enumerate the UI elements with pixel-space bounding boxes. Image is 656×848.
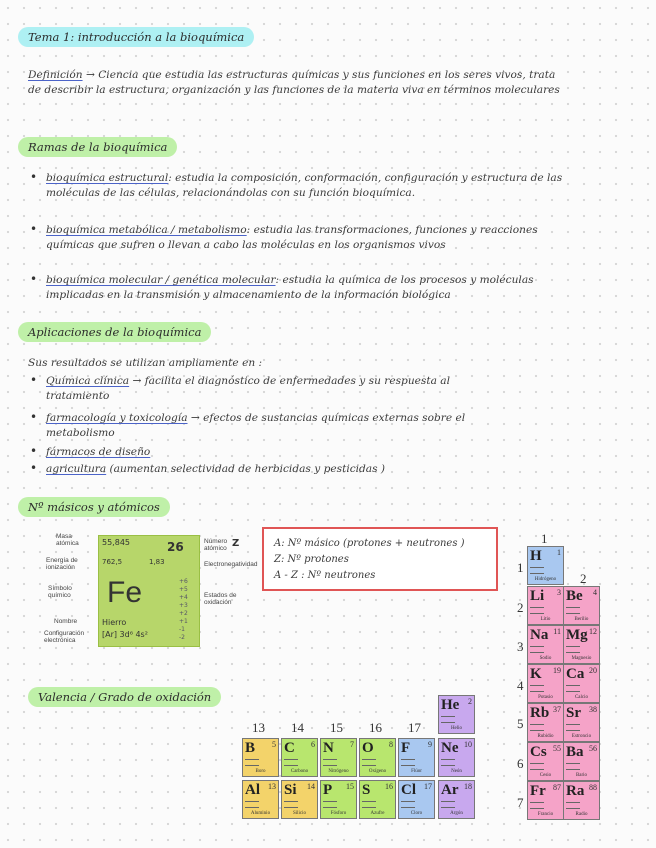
branch-term: bioquímica estructural: [46, 172, 169, 184]
legend-line: A - Z : Nº neutrones: [274, 570, 376, 581]
element-number: 26: [167, 540, 184, 554]
section-heading-applications: Aplicaciones de la bioquímica: [18, 322, 211, 342]
period-label: 3: [517, 639, 524, 654]
element-cell-mg: Mg 12 Magnesio: [563, 625, 600, 664]
mass-number-legend: [262, 527, 498, 591]
definition-term: Definición: [28, 69, 83, 81]
oxidation-states: +6 +5 +4 +3 +2 +1 -1 -2: [179, 578, 188, 641]
group-label: 1: [541, 531, 548, 546]
element-cell-na: Na 11 Sodio: [527, 625, 564, 664]
period-label: 7: [517, 795, 524, 810]
bullet: •: [30, 444, 38, 458]
application-term: fármacos de diseño: [46, 446, 151, 458]
bullet: •: [30, 373, 38, 387]
element-cell-ne: Ne 10 Neón: [438, 738, 475, 777]
element-cell-sr: Sr 38 Estroncio: [563, 703, 600, 742]
group-label: 13: [252, 720, 265, 735]
application-term: agricultura: [46, 463, 107, 475]
element-config: [Ar] 3d⁶ 4s²: [102, 630, 148, 639]
applications-intro: Sus resultados se utilizan ampliamente en :: [28, 357, 263, 369]
group-label: 2: [580, 571, 587, 586]
branch-term: bioquímica metabólica / metabolismo: [46, 224, 247, 236]
application-text: → efectos de sustancias químicas externas sobre el metabolismo: [46, 412, 466, 439]
label-name: Nombre: [54, 618, 78, 625]
element-cell-b: B 5 Boro: [242, 738, 279, 777]
element-mass: 55,845: [102, 538, 130, 547]
application-term: Química clínica: [46, 375, 130, 387]
period-label: 4: [517, 678, 524, 693]
definition-arrow: →: [85, 69, 95, 81]
label-symbol: Símbolo químico: [48, 585, 72, 599]
bullet: •: [30, 272, 38, 286]
group-label: 16: [369, 720, 382, 735]
bullet: •: [30, 222, 38, 236]
application-text: → facilita el diagnóstico de enfermedades y su respuesta al tratamiento: [46, 375, 450, 402]
branch-text: : estudia las transformaciones, funciones y reacciones químicas que sufren o llevan a cabo las moléculas en los organismos vivos: [46, 224, 538, 251]
branch-text: : estudia la química de los procesos y moléculas implicadas en la transmisión y almacenamiento de la información biológica: [46, 274, 534, 301]
branch-item: [46, 223, 571, 253]
branch-item: [46, 171, 571, 201]
element-cell-li: Li 3 Litio: [527, 586, 564, 625]
application-term: farmacología y toxicología: [46, 412, 188, 424]
period-label: 1: [517, 560, 524, 575]
label-ionization: Energía de ionización: [46, 557, 78, 571]
group-label: 17: [408, 720, 421, 735]
element-cell-cl: Cl 17 Cloro: [398, 780, 435, 819]
element-cell-be: Be 4 Berilio: [563, 586, 600, 625]
label-mass: Masa atómica: [56, 533, 79, 547]
label-config: Configuración electrónica: [44, 630, 85, 644]
legend-line: Z: Nº protones: [274, 554, 349, 565]
element-cell-c: C 6 Carbono: [281, 738, 318, 777]
element-cell-ba: Ba 56 Bario: [563, 742, 600, 781]
page-title: Tema 1: introducción a la bioquímica: [18, 27, 254, 47]
section-heading-numbers: Nº másicos y atómicos: [18, 497, 170, 517]
legend-line: A: Nº másico (protones + neutrones ): [274, 538, 465, 549]
element-cell-al: Al 13 Aluminio: [242, 780, 279, 819]
element-symbol: Fe: [107, 576, 143, 609]
application-item: [46, 445, 516, 460]
definition-paragraph: [28, 68, 568, 98]
period-label: 2: [517, 600, 524, 615]
label-z: Z: [232, 538, 240, 549]
period-label: 6: [517, 756, 524, 771]
label-electroneg: Electronegatividad: [204, 561, 258, 568]
element-cell-he: He 2 Helio: [438, 695, 475, 734]
bullet: •: [30, 461, 38, 475]
section-heading-branches: Ramas de la bioquímica: [18, 137, 177, 157]
element-cell-k: K 19 Potasio: [527, 664, 564, 703]
branch-term: bioquímica molecular / genética molecular: [46, 274, 276, 286]
application-text: (aumentan selectividad de herbicidas y pesticidas ): [106, 463, 386, 475]
element-cell-fr: Fr 87 Francio: [527, 781, 564, 820]
element-cell-n: N 7 Nitrógeno: [320, 738, 357, 777]
element-electronegativity: 1,83: [149, 558, 165, 566]
period-label: 5: [517, 716, 524, 731]
definition-text: Ciencia que estudia las estructuras químicas y sus funciones en los seres vivos, trata de describir la estructura, organización y las funciones de la materia viva en términos moleculares: [28, 69, 560, 96]
element-cell-s: S 16 Azufre: [359, 780, 396, 819]
application-item: [46, 411, 516, 441]
element-ionization: 762,5: [102, 558, 123, 566]
application-item: [46, 462, 516, 477]
element-cell-o: O 8 Oxígeno: [359, 738, 396, 777]
group-label: 14: [291, 720, 304, 735]
label-oxidation: Estados de oxidación: [204, 592, 237, 606]
element-cell-cs: Cs 55 Cesio: [527, 742, 564, 781]
element-card: [98, 535, 200, 647]
section-heading-valence: Valencia / Grado de oxidación: [28, 687, 221, 707]
branch-text: : estudia la composición, conformación, configuración y estructura de las moléculas de las células, relacionándolas con su función bioquímica.: [46, 172, 563, 199]
group-label: 15: [330, 720, 343, 735]
element-name: Hierro: [102, 618, 127, 627]
element-cell-p: P 15 Fósforo: [320, 780, 357, 819]
element-cell-ca: Ca 20 Calcio: [563, 664, 600, 703]
branch-item: [46, 273, 571, 303]
label-number: Número atómico: [204, 538, 228, 552]
bullet: •: [30, 170, 38, 184]
element-cell-si: Si 14 Silicio: [281, 780, 318, 819]
element-cell-f: F 9 Flúor: [398, 738, 435, 777]
element-cell-h: H 1 Hidrógeno: [527, 546, 564, 585]
element-cell-ar: Ar 18 Argón: [438, 780, 475, 819]
application-item: [46, 374, 516, 404]
element-cell-ra: Ra 88 Radio: [563, 781, 600, 820]
bullet: •: [30, 410, 38, 424]
element-cell-rb: Rb 37 Rubidio: [527, 703, 564, 742]
